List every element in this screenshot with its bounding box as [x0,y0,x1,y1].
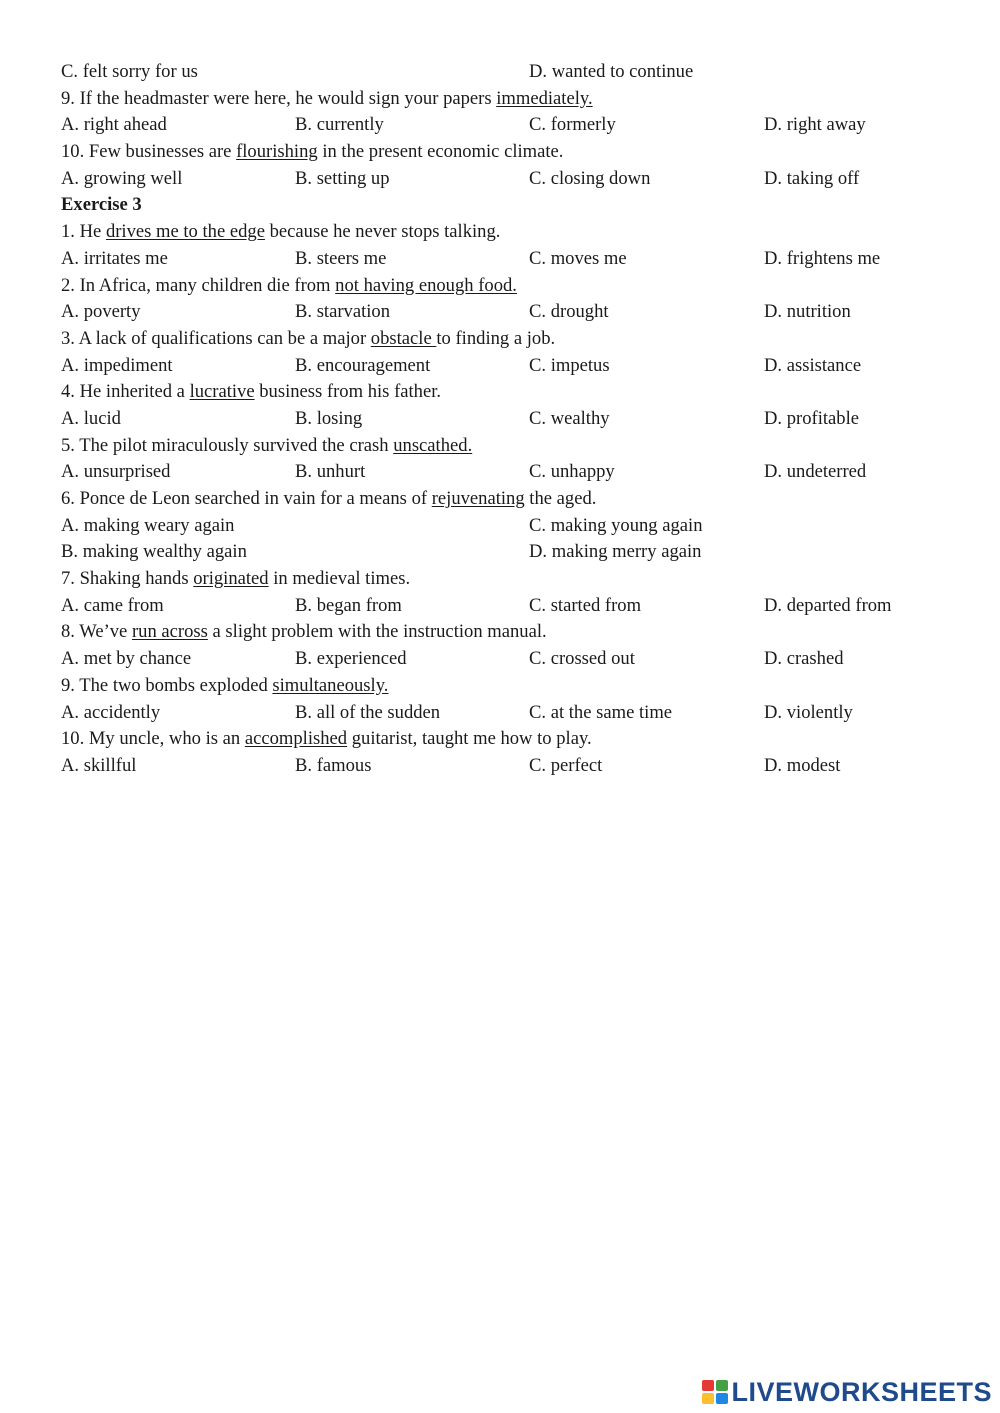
answer-options-row [61,753,961,780]
answer-options-row [61,539,961,566]
underlined-term: simultaneously. [272,674,389,696]
answer-options-row [61,246,961,273]
answer-options-row [61,406,961,433]
answer-option: A. came from [61,594,164,616]
underlined-term: not having enough food. [335,274,517,296]
liveworksheets-logo-icon [702,1380,728,1404]
answer-option: B. famous [295,754,372,776]
answer-option: A. lucid [61,407,121,429]
answer-option: D. crashed [764,648,844,670]
question-text: 10. My uncle, who is an [61,728,245,750]
answer-option: A. growing well [61,167,183,189]
question-text: 5. The pilot miraculously survived the crash [61,434,394,456]
underlined-term: accomplished [244,728,348,750]
answer-options-row [61,299,961,326]
underlined-term: immediately. [496,87,593,109]
question-stem [61,273,961,300]
answer-option: B. all of the sudden [295,701,441,723]
answer-option: C. started from [529,594,642,616]
underlined-term: lucrative [189,381,255,403]
question-text: a slight problem with the instruction manual. [207,621,547,643]
underlined-term: unscathed. [393,434,473,456]
worksheet-page [61,59,961,780]
question-text: 10. Few businesses are [61,141,237,163]
answer-option: C. perfect [529,754,603,776]
answer-option: D. assistance [764,354,862,376]
logo-square [716,1393,728,1404]
answer-option: D. right away [764,114,866,136]
question-text: to finding a job. [436,327,556,349]
logo-square [716,1380,728,1391]
underlined-term: obstacle [370,327,437,349]
answer-option: D. undeterred [764,461,867,483]
answer-option: C. crossed out [529,648,635,670]
answer-option: D. departed from [764,594,892,616]
answer-options-row [61,646,961,673]
question-stem [61,566,961,593]
underlined-term: drives me to the edge [105,221,265,243]
question-stem [61,219,961,246]
answer-option: A. irritates me [61,247,168,269]
question-stem [61,726,961,753]
answer-option: B. currently [295,114,384,136]
question-text: 4. He inherited a [61,381,190,403]
answer-option: A. met by chance [61,648,192,670]
answer-option: A. poverty [61,301,141,323]
brand-watermark [702,1377,992,1407]
answer-option: B. encouragement [295,354,431,376]
answer-option: A. impediment [61,354,173,376]
question-stem [61,673,961,700]
question-text: the aged. [524,488,597,509]
answer-options-row [61,513,961,540]
answer-option: B. experienced [295,648,407,670]
question-text: in the present economic climate. [317,141,564,163]
answer-option: D. modest [764,754,841,776]
question-stem [61,619,961,646]
question-stem [61,433,961,460]
worksheet-content [61,59,961,780]
question-stem [61,139,961,166]
answer-option: C. closing down [529,167,651,189]
answer-option: A. making weary again [61,514,235,536]
answer-option: B. steers me [295,247,387,269]
question-text: guitarist, taught me how to play. [347,728,592,750]
answer-option: C. impetus [529,354,610,376]
answer-options-row [61,166,961,193]
answer-options-row [61,353,961,380]
answer-options-row [61,112,961,139]
answer-option: B. losing [295,407,363,429]
underlined-term: run across [131,621,208,643]
answer-option: B. making wealthy again [61,541,247,563]
logo-square [702,1393,714,1404]
answer-option: B. setting up [295,167,390,189]
question-text: 2. In Africa, many children die from [61,274,336,296]
answer-options-row [61,59,961,86]
answer-options-row [61,593,961,620]
answer-option: C. moves me [529,247,627,269]
answer-option: C. formerly [529,114,616,136]
answer-option: C. making young again [529,514,703,536]
question-text: business from his father. [254,381,442,403]
answer-option: D. taking off [764,167,860,189]
answer-option: A. unsurprised [61,461,171,483]
answer-option: D. violently [764,701,853,723]
question-text: 8. We’ve [61,621,132,643]
answer-option: C. drought [529,301,609,323]
question-text: 7. Shaking hands [61,568,194,590]
question-text: 9. If the headmaster were here, he would sign your papers [61,87,497,109]
answer-option: D. wanted to continue [529,61,694,82]
question-stem [61,486,961,513]
answer-option: C. felt sorry for us [61,61,198,82]
question-text: because he never stops talking. [264,221,501,243]
answer-option: D. making merry again [529,541,702,563]
answer-option: A. right ahead [61,114,167,136]
section-heading: Exercise 3 [61,194,142,216]
question-text: 1. He [61,221,106,243]
question-text: 3. A lack of qualifications can be a major [61,327,371,349]
question-stem [61,379,961,406]
underlined-term: originated [193,568,269,590]
underlined-term: rejuvenating [431,488,525,509]
question-text: 9. The two bombs exploded [61,674,273,696]
answer-option: C. unhappy [529,461,615,483]
question-stem [61,86,961,113]
answer-option: C. wealthy [529,407,610,429]
answer-option: D. profitable [764,407,860,429]
question-text: 6. Ponce de Leon searched in vain for a means of [61,488,432,509]
question-text: in medieval times. [268,568,411,590]
underlined-term: flourishing [236,141,318,163]
answer-option: A. accidently [61,701,161,723]
answer-option: B. unhurt [295,461,366,483]
answer-options-row [61,700,961,727]
answer-option: B. starvation [295,301,391,323]
answer-options-row [61,459,961,486]
brand-text: LIVEWORKSHEETS [731,1376,992,1407]
answer-option: D. nutrition [764,301,851,323]
answer-option: C. at the same time [529,701,673,723]
answer-option: A. skillful [61,754,137,776]
logo-square [702,1380,714,1391]
question-stem [61,326,961,353]
answer-option: B. began from [295,594,402,616]
answer-option: D. frightens me [764,247,881,269]
